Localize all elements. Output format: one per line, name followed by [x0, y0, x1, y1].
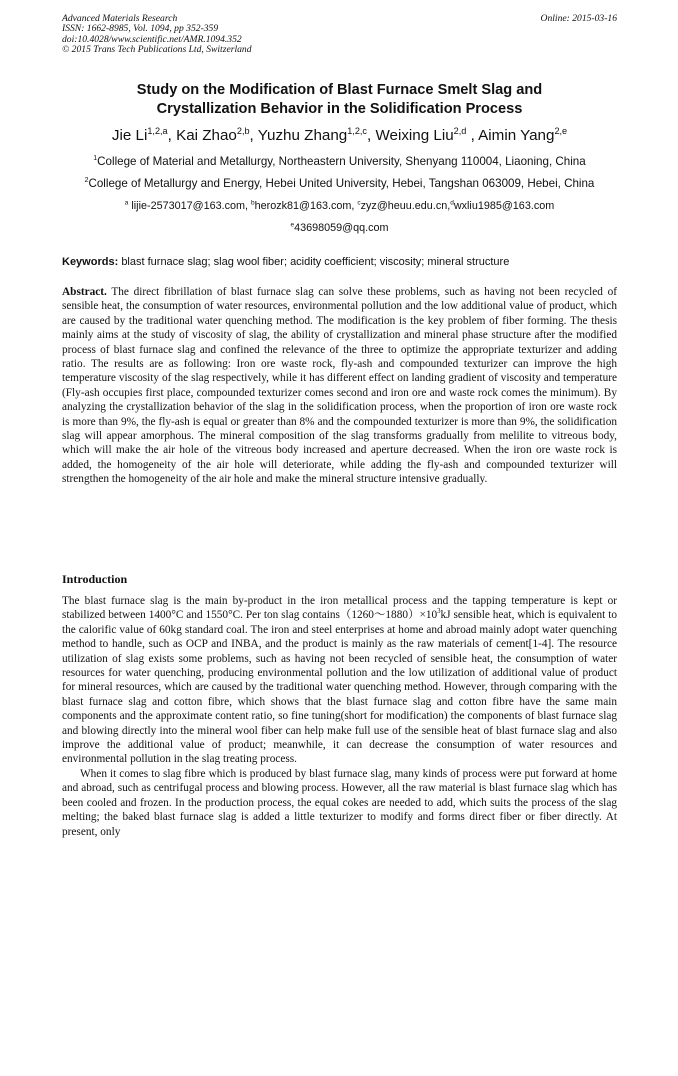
- affiliation-sup: 2: [84, 177, 89, 185]
- intro-paragraph-1: The blast furnace slag is the main by-product in the iron metallical process and the tapping temperature is kept or stabilized between 1400°C and 1550°C. Per ton slag $contains(1260\sim 1880)\times 10^3kJ$ sensible heat, which is equivalent to the calorific value of 60kg standard coal. The iron and steel enterprises at home and abroad mainly adopt water quenching method to handle, such as OCP and INBA, and the product is mainly as the raw materials of cement[1-4]. The resource utilization of slag exists some problems, such as having not been recycled of sensible heat, the consumption of water resources for water quenching, producing environmental pollution and the low utilization of additional value of product for mineral resources, which are caused by the traditional water quenching method. However, through comparing with the blast furnace slag and cotton fibre, which shows that the blast furnace slag and cotton fibre have the same main components and the approximate content ratio, so fine tuning(short for modification) the components of blast furnace slag and blowing directly into the mineral wool fiber can help make full use of the sensible heat of blast furnace slag and also improve the additional value of product; meanwhile, it can decrease the consumption of water resources and environmental pollution in the slag treating process.: [62, 595, 617, 766]
- author-name: Yuzhu Zhang: [257, 127, 348, 144]
- copyright-line: © 2015 Trans Tech Publications Ltd, Switzerland: [62, 44, 252, 56]
- author-name: Jie Li: [111, 127, 148, 144]
- affiliation-sup: 1: [93, 155, 98, 163]
- journal-header: [62, 14, 617, 56]
- keywords-label: Keywords:: [62, 256, 119, 268]
- email-d: wxliu1985@163.com: [453, 200, 555, 212]
- affiliation-1: [62, 155, 617, 169]
- author-list: Jie Li$^{1,2,a}$, Kai Zhao$^{2,b}$, Yuzhu Zhang$^{1,2,c}$, Weixing Liu$^{2,d}$ , Aimin Yang$^{2,e}$: [111, 125, 568, 144]
- email-line-2: $^e$43698059@qq.com: [290, 221, 389, 234]
- email-c: zyz@heuu.edu.cn,: [360, 200, 451, 212]
- affiliation-2: [62, 177, 617, 191]
- affiliation-text: College of Material and Metallurgy, Northeastern University, Shenyang 110004, Liaoning, China: [97, 155, 586, 168]
- title-line-2: Crystallization Behavior in the Solidification Process: [156, 101, 523, 117]
- author-name: Aimin Yang: [478, 127, 555, 144]
- affiliation-text: College of Metallurgy and Energy, Hebei United University, Hebei, Tangshan 063009, Hebei, China: [88, 177, 595, 190]
- email-a: lijie-2573017@163.com,: [131, 200, 248, 212]
- author-sup: 2,d: [453, 125, 467, 136]
- abstract-label: Abstract.: [62, 286, 107, 298]
- author-sup: 2,b: [236, 125, 250, 136]
- journal-name: Advanced Materials Research: [62, 13, 178, 24]
- keywords: [62, 255, 617, 269]
- intro-paragraph-2: When it comes to slag fibre which is produced by blast furnace slag, many kinds of process were put forward at home and abroad, such as centrifugal process and blowing process. However, all the raw material is blast furnace slag which has been cooled and frozen. In the production process, the equal cokes are needed to add, which suits the process of the slag melting; the baked blast furnace slag is added a little texturizer to modify and forms direct fiber or fiber directly. At present, only: [62, 767, 617, 838]
- paper-title: [62, 81, 617, 119]
- introduction-heading: Introduction: [62, 572, 128, 586]
- title-line-1: Study on the Modification of Blast Furnace Smelt Slag and: [136, 82, 543, 98]
- author-name: Kai Zhao: [176, 127, 237, 144]
- doi-line: doi:10.4028/www.scientific.net/AMR.1094.352: [62, 33, 242, 45]
- author-name: Weixing Liu: [375, 127, 454, 144]
- issn-line: ISSN: 1662-8985, Vol. 1094, pp 352-359: [62, 23, 219, 35]
- online-date: Online: 2015-03-16: [540, 13, 617, 24]
- email-line-1: $^a$ lijie-2573017@163.com, $^b$herozk81@163.com, $^c$zyz@heuu.edu.cn,$^d$wxliu1985@163.com: [124, 199, 555, 212]
- introduction-body: [62, 594, 617, 839]
- author-sup: 1,2,c: [347, 125, 367, 136]
- email-b: herozk81@163.com,: [254, 200, 355, 212]
- email-e: 43698059@qq.com: [294, 222, 389, 234]
- keywords-text: blast furnace slag; slag wool fiber; acidity coefficient; viscosity; mineral structure: [121, 256, 510, 268]
- author-sup: 2,e: [554, 125, 568, 136]
- author-sup: 1,2,a: [147, 125, 168, 136]
- abstract-text: The direct fibrillation of blast furnace slag can solve these problems, such as having not been recycled of sensible heat, the consumption of water resources, environmental pollution and the low additional value of product, which are caused by the traditional water quenching method. The modification is the key problem of fiber forming. The thesis mainly aims at the study of viscosity of slag, the ability of crystallization and mineral phase structure after the modified process of blast furnace slag and confined the relevance of the three to optimize the appropriate texturizer and adding ratio. The results are as following: Iron ore waste rock, fly-ash and compounded texturizer can improve the high temperature viscosity of the slag respectively, while it has different effect on landing gradient of viscosity and temperature (Fly-ash occupies first place, compounded texturizer comes second and iron ore and waste rock comes the minimum). By analyzing the crystallization behavior of the slag in the solidification process, when the proportion of iron ore waste rock is more than 9%, the fly-ash is equal or greater than 8% and the compounded texturizer is more than 9%, the solidification slag will appear amorphous. The mineral composition of the slag transforms gradually from melilite to vitreous body, which will make the air hole of the vitreous body increased and aperture decreased. When the iron ore waste rock is added, the homogeneity of the air hole will deteriorate, while adding the fly-ash and compounded texturizer will strengthen the homogeneity of the air hole and make the mineral structure intensive gradually.: [62, 286, 617, 486]
- abstract: [62, 285, 617, 487]
